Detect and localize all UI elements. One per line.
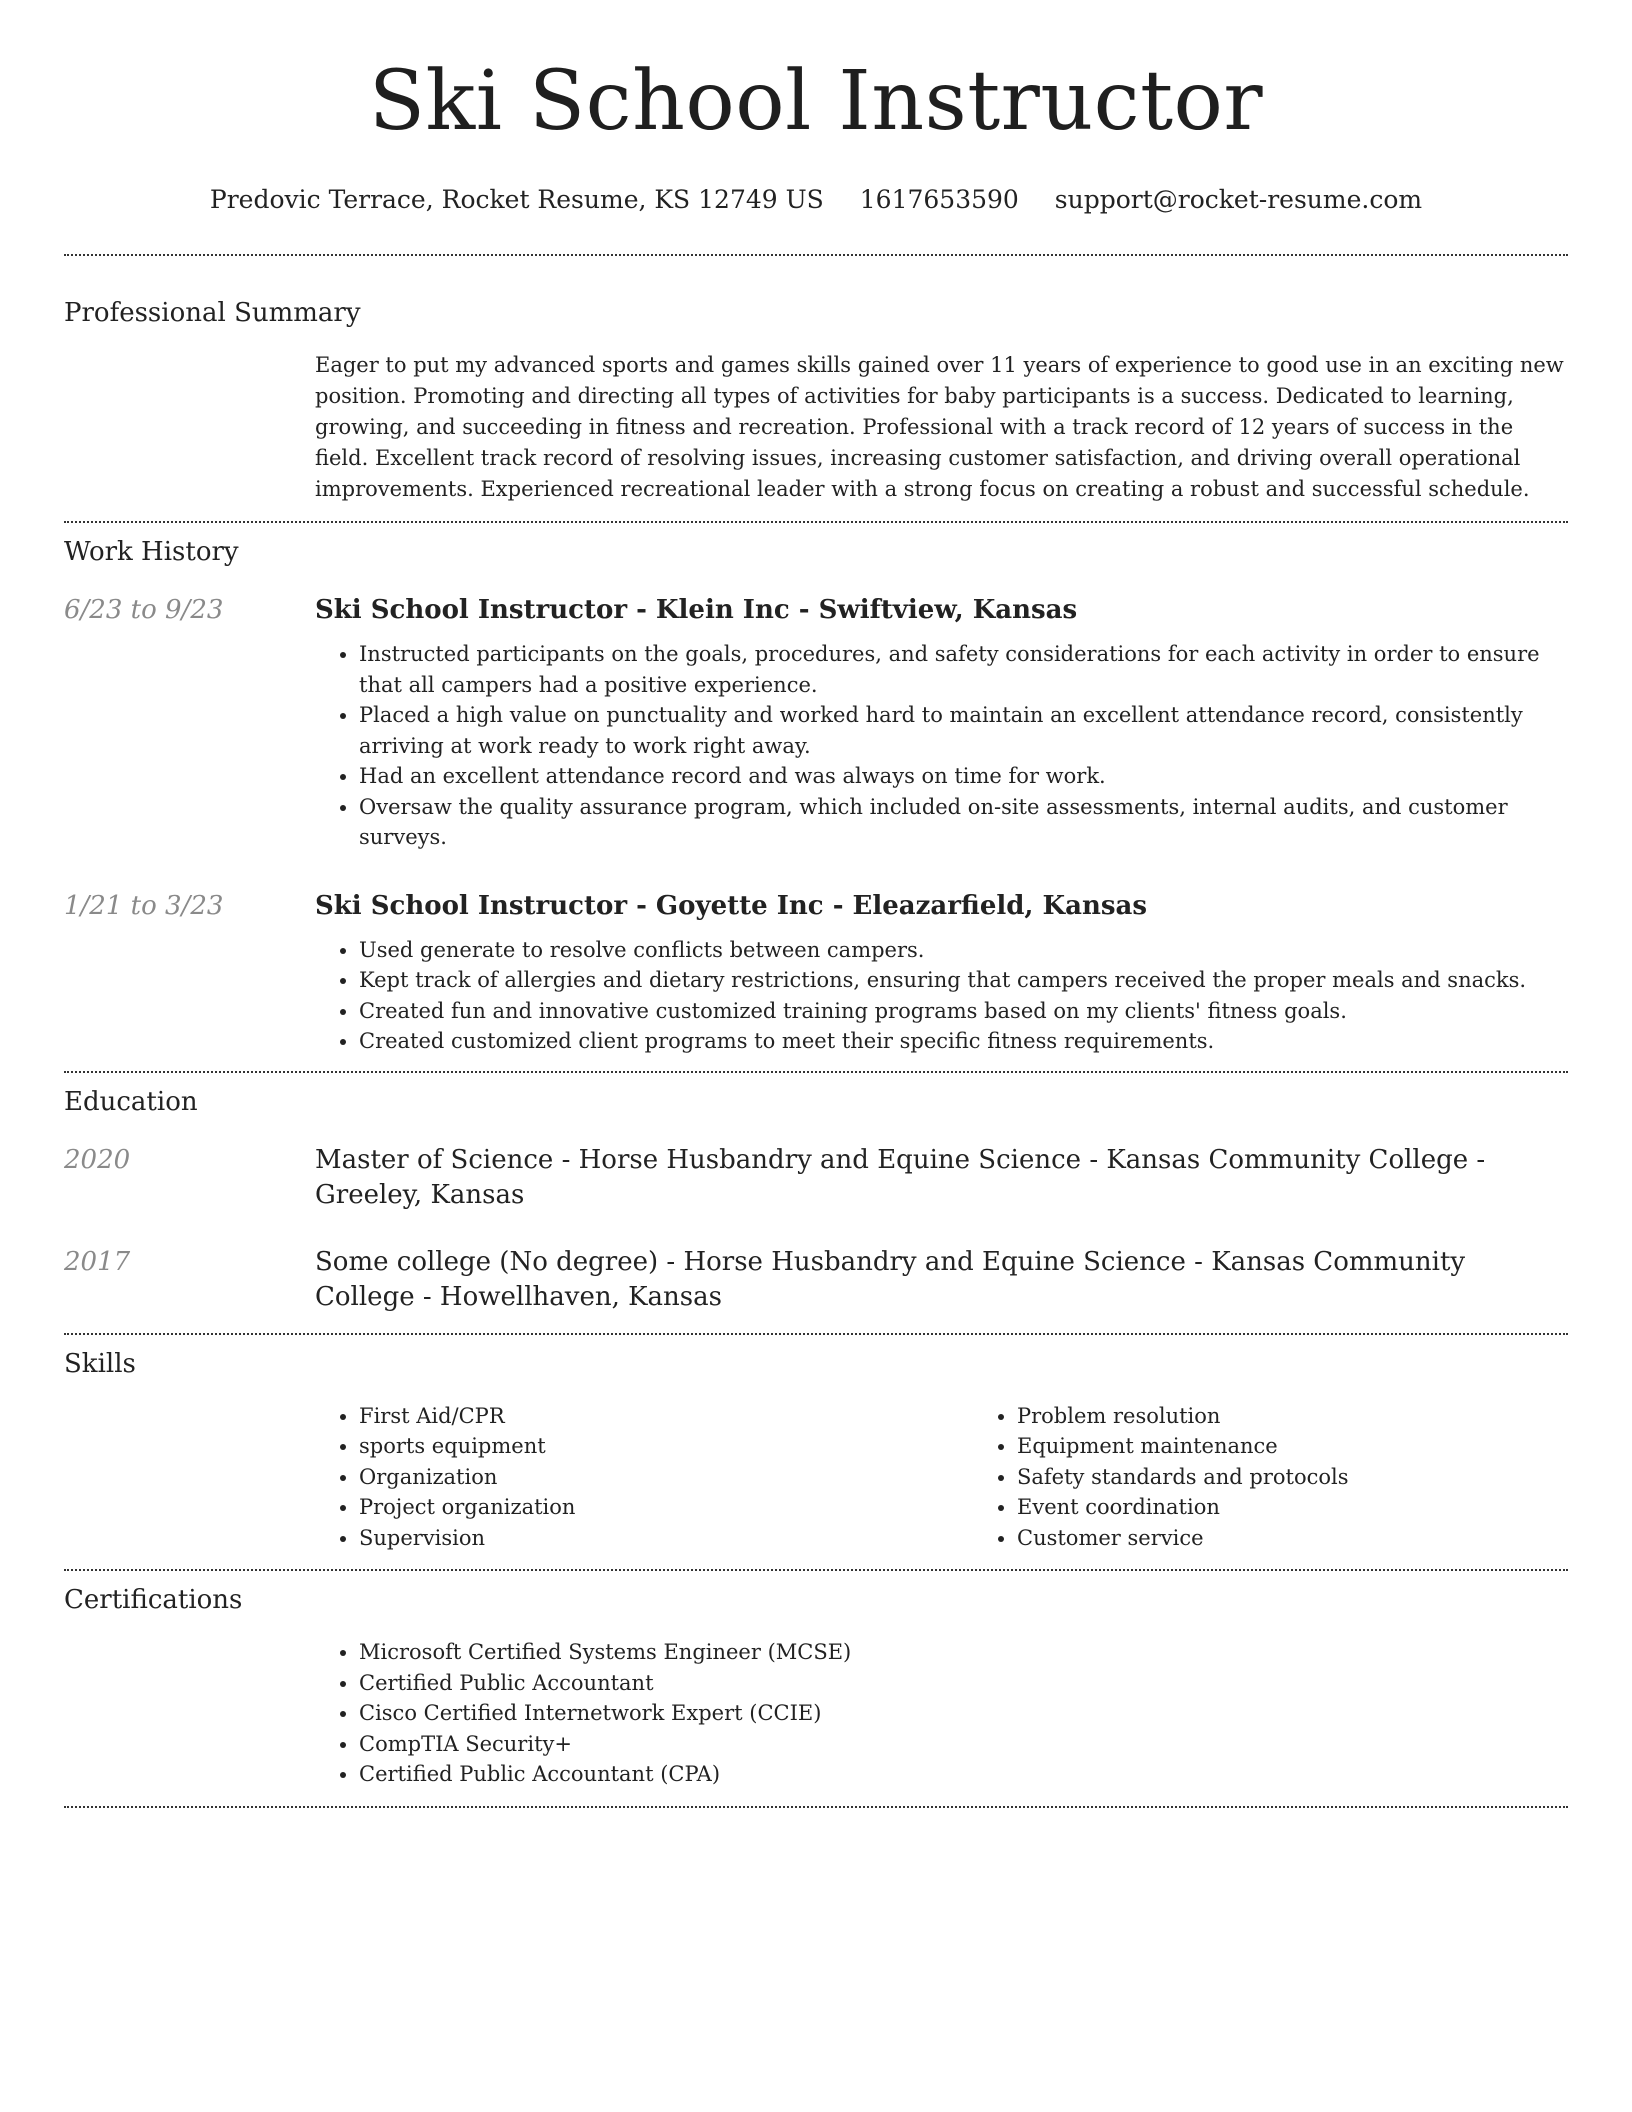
list-item: • Oversaw the quality assurance program, which included on-site assessments, internal audits, and customer surveys.: [359, 792, 1568, 853]
job-dates: 6/23 to 9/23: [64, 595, 224, 625]
list-item: • Used generate to resolve conflicts between campers.: [359, 935, 1568, 966]
job-bullets: [315, 935, 1568, 1057]
certification-item: • Microsoft Certified Systems Engineer (MCSE): [359, 1637, 1568, 1668]
contact-address: Predovic Terrace, Rocket Resume, KS 12749 US: [209, 185, 824, 214]
section-work-history: [64, 523, 1568, 1057]
list-item: • Placed a high value on punctuality and worked hard to maintain an excellent attendance record, consistently arriving at work ready to work right away.: [359, 700, 1568, 761]
section-summary: [64, 256, 1568, 505]
job-entry: [64, 593, 1568, 853]
list-item: • Instructed participants on the goals, procedures, and safety considerations for each activity in order to ensure that all campers had a positive experience.: [359, 639, 1568, 700]
skill-item: • Safety standards and protocols: [1017, 1462, 1631, 1493]
certifications-list: [315, 1637, 1568, 1790]
certification-item: • Cisco Certified Internetwork Expert (CCIE): [359, 1698, 1568, 1729]
list-item: • Had an excellent attendance record and was always on time for work.: [359, 761, 1568, 792]
job-dates: 1/21 to 3/23: [64, 890, 224, 921]
skill-item: • First Aid/CPR: [359, 1401, 973, 1432]
skill-item: • Equipment maintenance: [1017, 1431, 1631, 1462]
skill-item: • Problem resolution: [1017, 1401, 1631, 1432]
skill-item: • Event coordination: [1017, 1492, 1631, 1523]
education-degree: Some college (No degree) - Horse Husbandry and Equine Science - Kansas Community College - Howellhaven, Kansas: [315, 1246, 1466, 1312]
job-bullets: [315, 639, 1568, 853]
education-year: 2017: [64, 1246, 131, 1277]
divider-certifications: [64, 1806, 1568, 1808]
education-year: 2020: [64, 1144, 131, 1175]
education-entry: [64, 1245, 1568, 1315]
education-degree: Master of Science - Horse Husbandry and Equine Science - Kansas Community College - Greeley, Kansas: [315, 1144, 1486, 1210]
skill-item: • sports equipment: [359, 1431, 973, 1462]
contact-line: [64, 184, 1568, 216]
skill-item: • Organization: [359, 1462, 973, 1493]
resume-name: Ski School Instructor: [368, 54, 1264, 149]
skill-item: • Supervision: [359, 1523, 973, 1554]
section-title-certifications: Certifications: [64, 1585, 243, 1615]
section-skills: [64, 1335, 1568, 1554]
section-title-summary: Professional Summary: [64, 298, 361, 328]
section-education: [64, 1073, 1568, 1315]
contact-phone: 1617653590: [859, 185, 1019, 214]
certification-item: • Certified Public Accountant: [359, 1668, 1568, 1699]
section-certifications: [64, 1571, 1568, 1790]
job-entry: [64, 889, 1568, 1057]
skills-list-right: [973, 1401, 1631, 1554]
contact-email: support@rocket-resume.com: [1054, 185, 1423, 214]
job-title: Ski School Instructor - Goyette Inc - Eleazarfield, Kansas: [315, 890, 1147, 921]
skills-list-left: [315, 1401, 973, 1554]
list-item: • Created fun and innovative customized training programs based on my clients' fitness goals.: [359, 996, 1568, 1027]
certification-item: • CompTIA Security+: [359, 1729, 1568, 1760]
section-title-education: Education: [64, 1086, 198, 1117]
section-title-skills: Skills: [64, 1348, 136, 1379]
list-item: • Kept track of allergies and dietary restrictions, ensuring that campers received the proper meals and snacks.: [359, 965, 1568, 996]
list-item: • Created customized client programs to meet their specific fitness requirements.: [359, 1026, 1568, 1057]
skill-item: • Customer service: [1017, 1523, 1631, 1554]
skill-item: • Project organization: [359, 1492, 973, 1523]
job-title: Ski School Instructor - Klein Inc - Swiftview, Kansas: [315, 595, 1078, 625]
certification-item: • Certified Public Accountant (CPA): [359, 1759, 1568, 1790]
summary-text: Eager to put my advanced sports and games skills gained over 11 years of experience to good use in an exciting new position. Promoting and directing all types of activities for baby participants is a success. Dedicated to learning, growing, and succeeding in fitness and recreation. Professional with a track record of 12 years of success in the field. Excellent track record of resolving issues, increasing customer satisfaction, and driving overall operational improvements. Experienced recreational leader with a strong focus on creating a robust and successful schedule.: [315, 353, 1564, 501]
section-title-work-history: Work History: [64, 537, 239, 567]
education-entry: [64, 1143, 1568, 1213]
